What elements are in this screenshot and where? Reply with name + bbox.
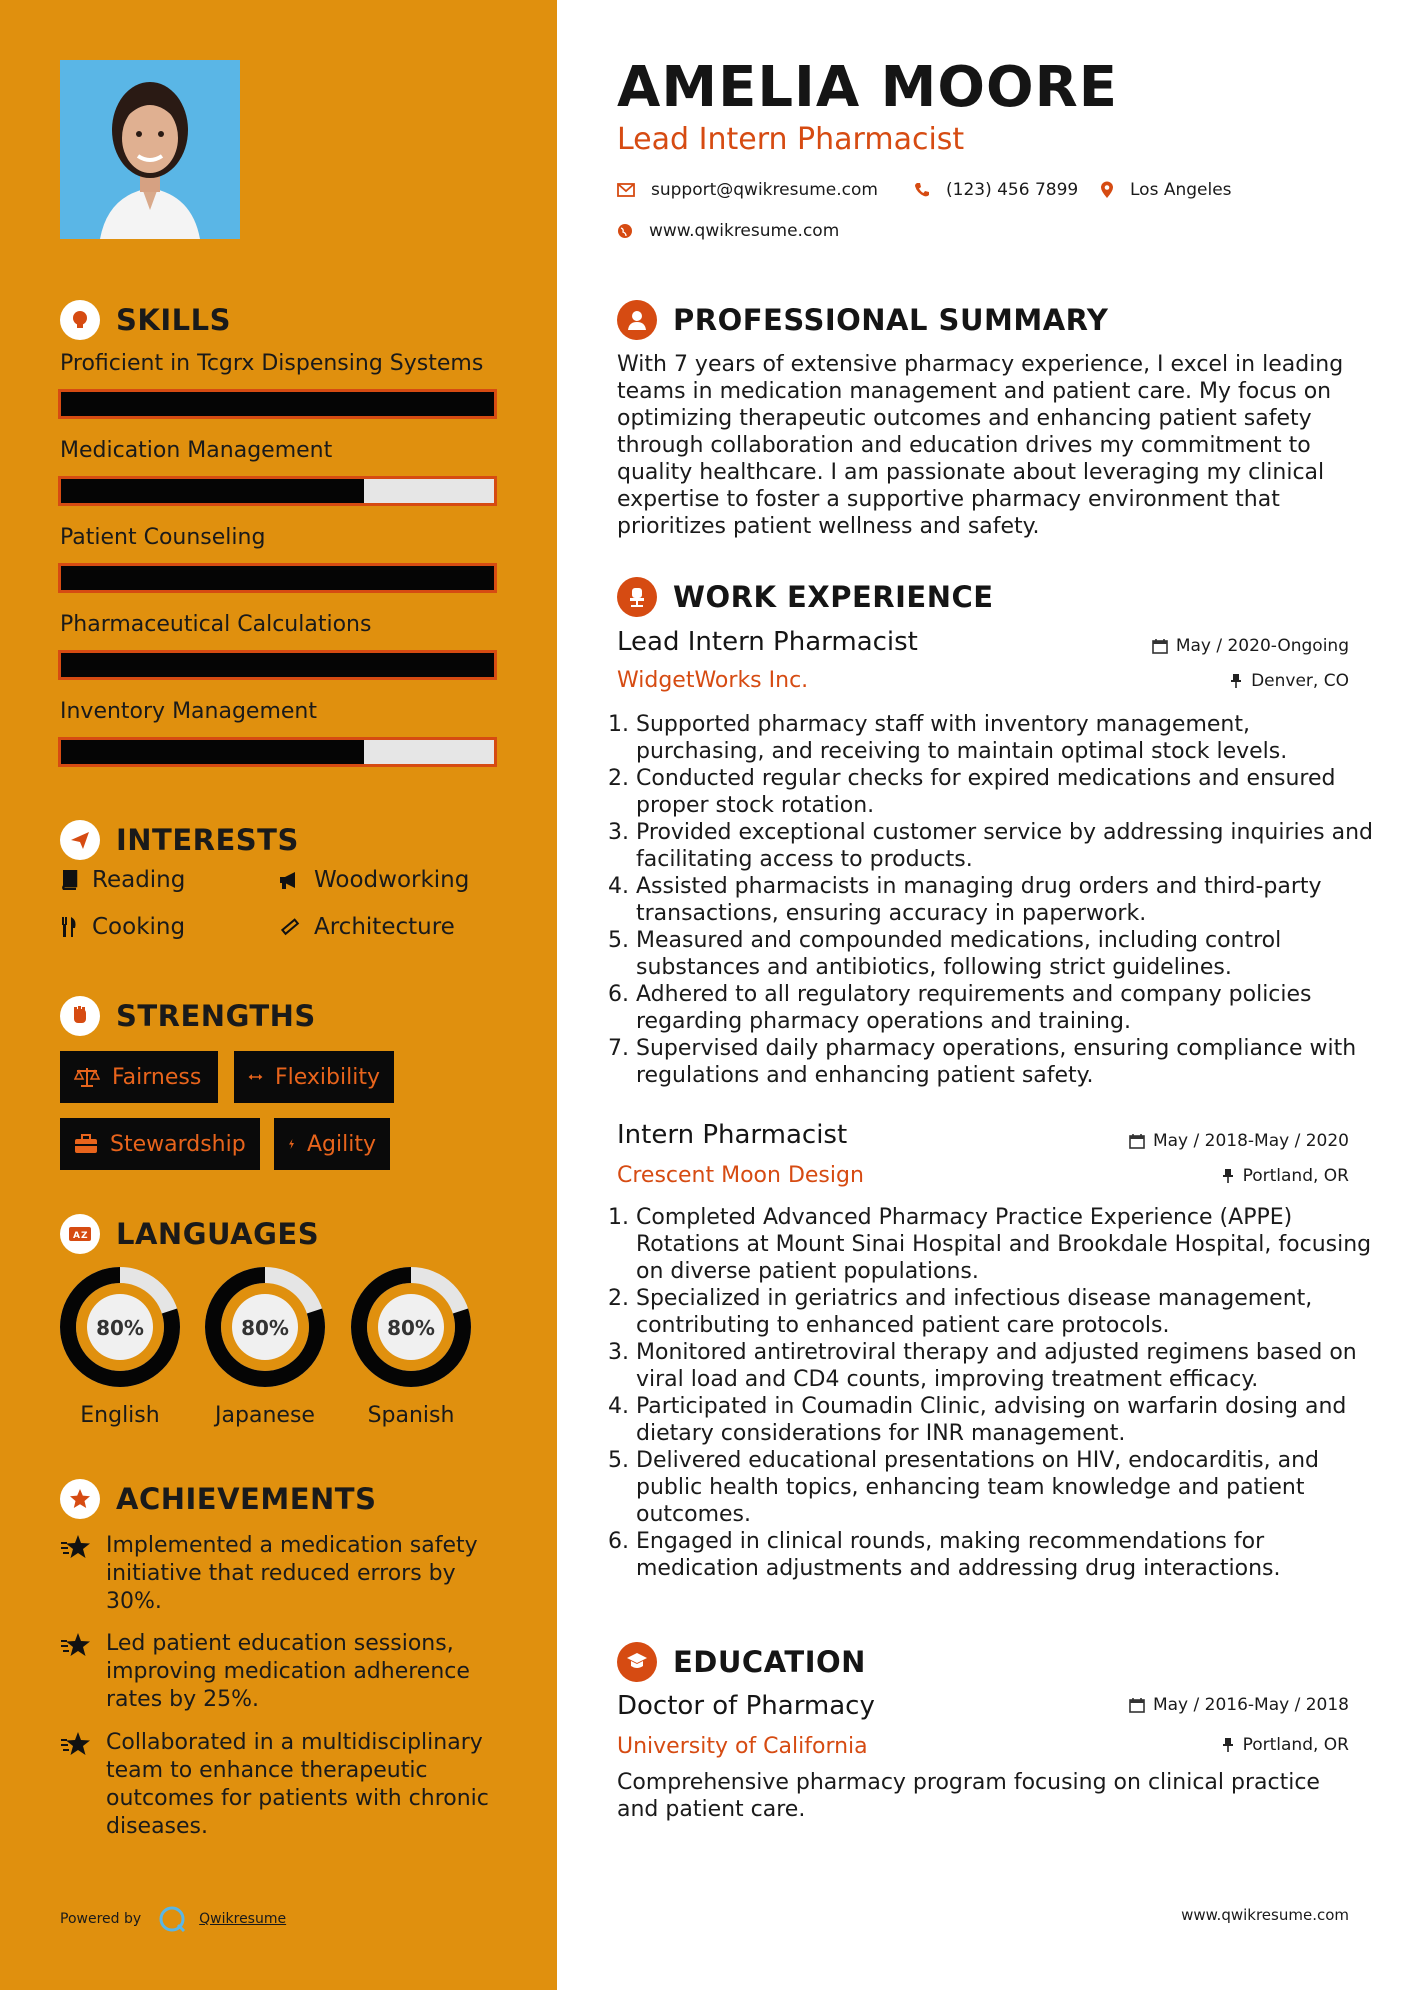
- achievements-heading: ACHIEVEMENTS: [60, 1479, 376, 1519]
- footer-website[interactable]: www.qwikresume.com: [1181, 1906, 1349, 1924]
- calendar-icon: [1152, 638, 1168, 654]
- contact-phone[interactable]: (123) 456 7899: [914, 180, 1078, 200]
- lightbulb-icon: [60, 300, 100, 340]
- svg-text:A: A: [73, 1231, 81, 1241]
- skill-bar-fill: [61, 653, 494, 677]
- powered-by: Powered by Qwikresume: [60, 1904, 286, 1934]
- education-location: Portland, OR: [1221, 1735, 1349, 1755]
- achievement-item: Implemented a medication safety initiative that reduced errors by 30%.: [60, 1532, 510, 1616]
- language-percent: 80%: [387, 1316, 435, 1340]
- paper-plane-icon: [60, 820, 100, 860]
- list-item: 3. Monitored antiretroviral therapy and adjusted regimens based on viral load and CD4 counts, improving treatment efficacy.: [636, 1339, 1376, 1393]
- list-item: 5. Measured and compounded medications, including control substances and antibiotics, following strict guidelines.: [636, 927, 1376, 981]
- pushpin-icon: [1221, 1737, 1235, 1753]
- education-heading: EDUCATION: [617, 1642, 866, 1682]
- skill-label: Medication Management: [60, 438, 333, 463]
- cutlery-icon: [60, 916, 78, 938]
- contact-location: Los Angeles: [1100, 180, 1232, 200]
- list-item: 3. Provided exceptional customer service by addressing inquiries and facilitating access to products.: [636, 819, 1376, 873]
- list-item: 6. Adhered to all regulatory requirements and company policies regarding pharmacy operations and training.: [636, 981, 1376, 1035]
- list-item: 7. Supervised daily pharmacy operations, ensuring compliance with regulations and enhancing patient safety.: [636, 1035, 1376, 1089]
- scale-icon: [74, 1066, 100, 1088]
- list-item: 1. Supported pharmacy staff with inventory management, purchasing, and receiving to maintain optimal stock levels.: [636, 711, 1376, 765]
- pushpin-icon: [1221, 1168, 1235, 1184]
- language-percent: 80%: [241, 1316, 289, 1340]
- language-item: [58, 1265, 182, 1428]
- megaphone-icon: [278, 870, 300, 890]
- calendar-icon: [1129, 1133, 1145, 1149]
- education-dates: May / 2016-May / 2018: [1129, 1695, 1349, 1715]
- job-dates: May / 2020-Ongoing: [1152, 636, 1349, 656]
- interest-item: Reading: [60, 867, 185, 893]
- strength-tag: Fairness: [60, 1051, 218, 1103]
- language-progress-ring: [349, 1265, 473, 1389]
- language-progress-ring: [203, 1265, 327, 1389]
- job-responsibilities: [608, 1204, 1376, 1582]
- list-item: 2. Conducted regular checks for expired medications and ensured proper stock rotation.: [636, 765, 1376, 819]
- skill-bar-fill: [61, 392, 494, 416]
- book-icon: [60, 870, 78, 890]
- interest-item: Architecture: [278, 914, 455, 940]
- languages-heading: A Z LANGUAGES: [60, 1214, 319, 1254]
- language-percent: 80%: [96, 1316, 144, 1340]
- star-icon: [60, 1534, 92, 1560]
- language-item: [349, 1265, 473, 1428]
- interest-item: Cooking: [60, 914, 185, 940]
- strengths-heading: STRENGTHS: [60, 996, 316, 1036]
- contact-email[interactable]: support@qwikresume.com: [617, 180, 878, 200]
- list-item: 1. Completed Advanced Pharmacy Practice Experience (APPE) Rotations at Mount Sinai Hospital and Brookdale Hospital, focusing on diverse patient populations.: [636, 1204, 1376, 1285]
- strength-tag: Flexibility: [234, 1051, 394, 1103]
- skill-bar-fill: [61, 740, 364, 764]
- contact-website[interactable]: www.qwikresume.com: [617, 221, 839, 241]
- language-progress-ring: [58, 1265, 182, 1389]
- office-chair-icon: [617, 577, 657, 617]
- summary-heading: PROFESSIONAL SUMMARY: [617, 300, 1108, 340]
- pushpin-icon: [1229, 673, 1243, 689]
- list-item: 4. Assisted pharmacists in managing drug orders and third-party transactions, ensuring accuracy in paperwork.: [636, 873, 1376, 927]
- skill-bar: [58, 737, 497, 767]
- language-name: Spanish: [367, 1403, 455, 1428]
- job-title: Lead Intern Pharmacist: [617, 627, 918, 657]
- experience-heading: WORK EXPERIENCE: [617, 577, 994, 617]
- list-item: 5. Delivered educational presentations on HIV, endocarditis, and public health topics, enhancing team knowledge and patient outcomes.: [636, 1447, 1376, 1528]
- skill-label: Proficient in Tcgrx Dispensing Systems: [60, 351, 484, 376]
- list-item: 6. Engaged in clinical rounds, making recommendations for medication adjustments and addressing drug interactions.: [636, 1528, 1376, 1582]
- strength-tag: Agility: [274, 1118, 390, 1170]
- skill-bar: [58, 563, 497, 593]
- skill-bar: [58, 389, 497, 419]
- bolt-icon: [288, 1133, 295, 1155]
- star-icon: [60, 1632, 92, 1658]
- list-item: 2. Specialized in geriatrics and infectious disease management, contributing to enhanced patient care protocols.: [636, 1285, 1376, 1339]
- svg-text:Z: Z: [81, 1231, 89, 1241]
- arrows-icon: [248, 1070, 263, 1084]
- language-name: English: [80, 1403, 160, 1428]
- sidebar: [0, 0, 557, 1990]
- job-location: Portland, OR: [1221, 1166, 1349, 1186]
- candidate-name: AMELIA MOORE: [617, 55, 1118, 120]
- briefcase-icon: [74, 1134, 98, 1154]
- list-item: 4. Participated in Coumadin Clinic, advising on warfarin dosing and dietary considerations for INR management.: [636, 1393, 1376, 1447]
- star-icon: [60, 1731, 92, 1757]
- calendar-icon: [1129, 1697, 1145, 1713]
- skill-bar: [58, 650, 497, 680]
- job-company: Crescent Moon Design: [617, 1163, 864, 1188]
- achievement-item: Collaborated in a multidisciplinary team to enhance therapeutic outcomes for patients with chronic diseases.: [60, 1729, 510, 1841]
- skill-label: Patient Counseling: [60, 525, 266, 550]
- interest-item: Woodworking: [278, 867, 469, 893]
- language-icon: [60, 1214, 100, 1254]
- skill-label: Inventory Management: [60, 699, 317, 724]
- graduate-icon: [617, 1642, 657, 1682]
- envelope-icon: [617, 183, 635, 197]
- phone-icon: [914, 182, 930, 198]
- profile-photo: [60, 60, 240, 239]
- skill-bar: [58, 476, 497, 506]
- candidate-role: Lead Intern Pharmacist: [617, 122, 965, 157]
- globe-icon: [617, 223, 633, 239]
- fist-icon: [60, 996, 100, 1036]
- education-description: Comprehensive pharmacy program focusing on clinical practice and patient care.: [617, 1770, 1320, 1822]
- map-pin-icon: [1100, 181, 1114, 199]
- skills-heading: SKILLS: [60, 300, 231, 340]
- skill-bar-fill: [61, 566, 494, 590]
- skill-bar-fill: [61, 479, 364, 503]
- star-badge-icon: [60, 1479, 100, 1519]
- skill-label: Pharmaceutical Calculations: [60, 612, 372, 637]
- qwikresume-link[interactable]: Qwikresume: [199, 1911, 287, 1927]
- job-title: Intern Pharmacist: [617, 1120, 848, 1150]
- interests-heading: INTERESTS: [60, 820, 299, 860]
- language-item: [203, 1265, 327, 1428]
- job-company: WidgetWorks Inc.: [617, 668, 809, 693]
- education-school: University of California: [617, 1734, 868, 1759]
- job-location: Denver, CO: [1229, 671, 1349, 691]
- ruler-pencil-icon: [278, 916, 300, 938]
- job-dates: May / 2018-May / 2020: [1129, 1131, 1349, 1151]
- job-responsibilities: [608, 711, 1376, 1089]
- education-degree: Doctor of Pharmacy: [617, 1691, 875, 1721]
- user-icon: [617, 300, 657, 340]
- strength-tag: Stewardship: [60, 1118, 260, 1170]
- achievement-item: Led patient education sessions, improving medication adherence rates by 25%.: [60, 1630, 510, 1714]
- language-name: Japanese: [215, 1403, 315, 1428]
- qwikresume-logo-icon: [157, 1904, 187, 1934]
- summary-text: With 7 years of extensive pharmacy experience, I excel in leading teams in medication management and patient care. My focus on optimizing therapeutic outcomes and enhancing patient safety through collaboration and education drives my commitment to quality healthcare. I am passionate about leveraging my clinical expertise to foster a supportive pharmacy environment that prioritizes patient wellness and safety.: [617, 352, 1344, 539]
